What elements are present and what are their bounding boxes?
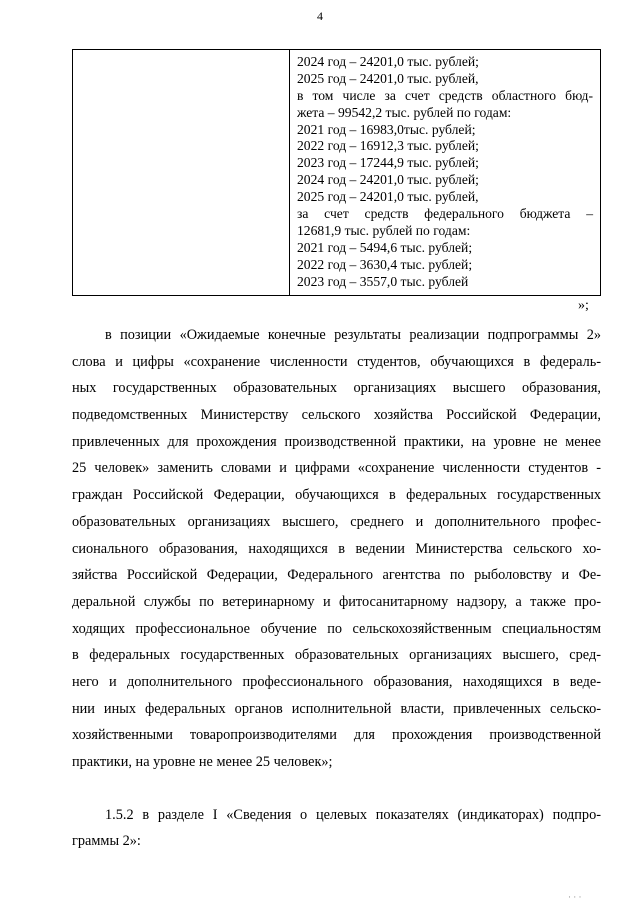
table-line: 2023 год – 17244,9 тыс. рублей; (297, 155, 479, 171)
text-line: ных государственных образовательных организациях высшего образования, (72, 380, 601, 397)
document-body (72, 322, 601, 855)
table-line: 2022 год – 3630,4 тыс. рублей; (297, 256, 473, 272)
text-line: сионального образования, находящихся в ведении Министерства сельского хо- (72, 540, 601, 557)
text-line: в позиции «Ожидаемые конечные результаты реализации подпрограммы 2» (105, 327, 601, 343)
text-line: него и дополнительного профессионального образования, находящихся в веде- (72, 673, 601, 690)
table-line: жета – 99542,2 тыс. рублей по годам: (297, 104, 512, 120)
table-line: 2024 год – 24201,0 тыс. рублей; (297, 54, 479, 69)
text-line: практики, на уровне не менее 25 человек»; (72, 754, 333, 770)
table-right-cell (297, 54, 593, 290)
text-line: ходящих профессиональное обучение по сельскохозяйственным специальностям (72, 620, 601, 637)
text-line: 25 человек» заменить словами и цифрами «сохранение численности студентов - (72, 460, 601, 477)
text-line: привлеченных для прохождения производственной практики, на уровне не менее (72, 433, 601, 450)
text-line: в федеральных государственных образовательных организациях высшего, сред- (72, 647, 601, 664)
table-line: 2021 год – 5494,6 тыс. рублей; (297, 239, 473, 255)
table-column-divider (289, 50, 290, 295)
text-line: деральной службы по ветеринарному и фитосанитарному надзору, а также про- (72, 593, 601, 610)
table-line: 2025 год – 24201,0 тыс. рублей, (297, 70, 479, 86)
table-line: в том числе за счет средств областного бюд- (297, 87, 593, 103)
table-line: 2024 год – 24201,0 тыс. рублей; (297, 172, 479, 188)
table-line: 2023 год – 3557,0 тыс. рублей (297, 273, 469, 289)
text-line: нии иных федеральных органов исполнительной власти, привлеченных сельско- (72, 700, 601, 717)
text-line: образовательных организациях высшего, среднего и дополнительного профес- (72, 513, 601, 530)
text-line: хозяйственными товаропроизводителями для прохождения производственной (72, 727, 601, 744)
table-line: 2021 год – 16983,0тыс. рублей; (297, 121, 476, 137)
page-number: 4 (317, 9, 323, 23)
table-line: 2022 год – 16912,3 тыс. рублей; (297, 138, 479, 154)
closing-quote: »; (578, 298, 589, 313)
paragraph-expected-results (72, 322, 601, 776)
scan-mark: · · · (568, 892, 582, 902)
funding-table (72, 49, 601, 296)
text-line: 1.5.2 в разделе I «Сведения о целевых показателях (индикаторах) подпро- (105, 806, 601, 823)
text-line: подведомственных Министерству сельского хозяйства Российской Федерации, (72, 407, 601, 424)
paragraph-section-1-5-2 (72, 802, 601, 855)
table-line: 2025 год – 24201,0 тыс. рублей, (297, 189, 479, 205)
table-line: за счет средств федерального бюджета – (297, 206, 593, 222)
text-line: граждан Российской Федерации, обучающихся в федеральных государственных (72, 487, 601, 504)
text-line: слова и цифры «сохранение численности студентов, обучающихся в федераль- (72, 353, 601, 370)
table-line: 12681,9 тыс. рублей по годам: (297, 222, 471, 238)
text-line: зяйства Российской Федерации, Федерального агентства по рыболовству и Фе- (72, 567, 601, 584)
text-line: граммы 2»: (72, 833, 141, 850)
